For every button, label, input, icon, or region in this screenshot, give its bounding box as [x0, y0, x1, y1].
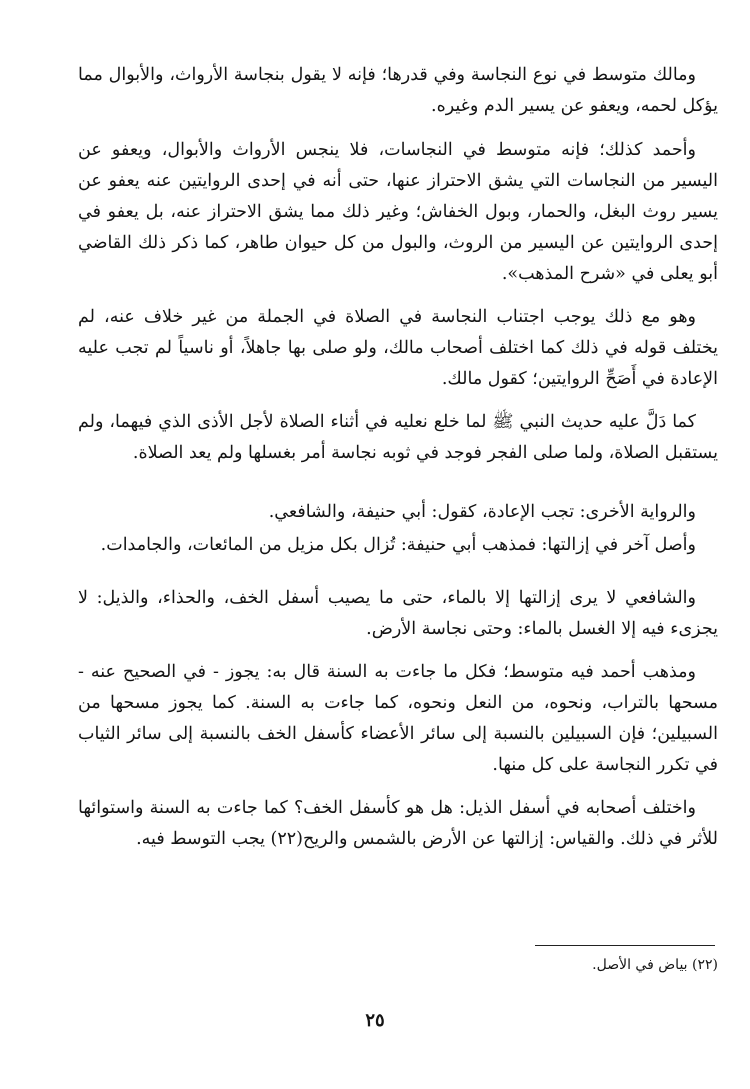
main-text: [78, 60, 718, 855]
paragraph-malik: ومالك متوسط في نوع النجاسة وفي قدرها؛ فإنه لا يقول بنجاسة الأرواث، والأبوال مما يؤكل لحمه، ويعفو عن يسير الدم وغيره.: [78, 65, 718, 116]
paragraph-other-narration: والرواية الأخرى: تجب الإعادة، كقول: أبي حنيفة، والشافعي.: [268, 502, 696, 522]
paragraph-shafii: والشافعي لا يرى إزالتها إلا بالماء، حتى ما يصيب أسفل الخف، والحذاء، والذيل: لا يجزىء فيه إلا الغسل بالماء: وحتى نجاسة الأرض.: [78, 588, 718, 639]
paragraph-abu-hanifa: وأصل آخر في إزالتها: فمذهب أبي حنيفة: تُزال بكل مزيل من المائعات، والجامدات.: [100, 535, 696, 555]
page-number: ٢٥: [365, 1010, 385, 1031]
paragraph-hadith: كما دَلَّ عليه حديث النبي ﷺ لما خلع نعليه في أثناء الصلاة لأجل الأذى الذي فيهما، ولم يستقبل الصلاة، ولما صلى الفجر فوجد في ثوبه نجاسة أمر بغسلها ولم يعد الصلاة.: [78, 412, 718, 463]
paragraph-avoidance: وهو مع ذلك يوجب اجتناب النجاسة في الصلاة في الجملة من غير خلاف عنه، لم يختلف قوله في ذلك كما اختلف أصحاب مالك، ولو صلى بها جاهلاً، أو ناسياً لم تجب عليه الإعادة في أَصَحِّ الروايتين؛ كقول مالك.: [78, 307, 718, 389]
footnote: (٢٢) بياض في الأصل.: [592, 957, 718, 973]
paragraph-ahmad-moderate: ومذهب أحمد فيه متوسط؛ فكل ما جاءت به السنة قال به: يجوز - في الصحيح عنه - مسحها بالتراب، ونحوه، من النعل ونحوه، كما جاءت به السنة. كما يجوز مسحها من السبيلين؛ فإن السبيلين بالنسبة إلى سائر الأعضاء كأسفل الخف بالنسبة إلى سائر الثياب في تكرر النجاسة على كل منها.: [78, 662, 718, 775]
paragraph-ahmad: وأحمد كذلك؛ فإنه متوسط في النجاسات، فلا ينجس الأرواث والأبوال، ويعفو عن اليسير من النجاسات التي يشق الاحتراز عنها، حتى أنه في إحدى الروايتين عنه يعفو عن يسير روث البغل، والحمار، وبول الخفاش؛ وغير ذلك مما يشق الاحتراز عنه، بل يعفو في إحدى الروايتين عن اليسير من الروث، والبول من كل حيوان طاهر، كما ذكر ذلك القاضي أبو يعلى في «شرح المذهب».: [78, 140, 718, 284]
footnote-divider: [535, 945, 715, 946]
paragraph-hem-of-garment: واختلف أصحابه في أسفل الذيل: هل هو كأسفل الخف؟ كما جاءت به السنة واستوائها للأثر في ذلك. والقياس: إزالتها عن الأرض بالشمس والريح(٢٢) يجب التوسط فيه.: [78, 798, 718, 849]
